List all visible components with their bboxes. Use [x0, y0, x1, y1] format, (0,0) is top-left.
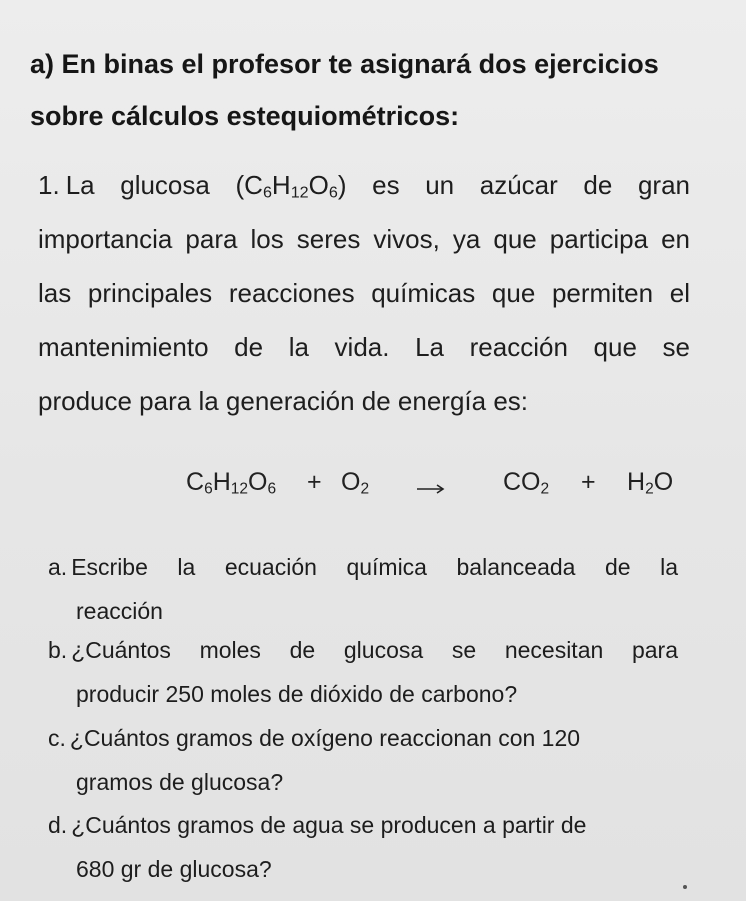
question-line: producir 250 moles de dióxido de carbono?	[76, 681, 518, 707]
question-line	[48, 545, 678, 589]
question-line: reacción	[76, 598, 163, 624]
subscript: 6	[267, 480, 277, 498]
problem-line-4: mantenimiento de la vida. La reacción que se	[38, 332, 690, 362]
heading-line-2: sobre cálculos estequiométricos:	[30, 101, 460, 131]
question-line	[48, 716, 678, 760]
subscript: 6	[328, 183, 338, 202]
question-letter: d.	[48, 812, 68, 838]
question-letter: a.	[48, 554, 68, 580]
carbon-dioxide-formula	[503, 468, 549, 497]
question-line	[48, 628, 678, 672]
question-item	[48, 628, 678, 716]
element-symbol: CO	[503, 468, 541, 496]
plus-sign: +	[581, 468, 596, 496]
subscript: 12	[290, 183, 309, 202]
subscript: 2	[360, 480, 370, 498]
problem-statement	[38, 158, 690, 428]
element-symbol: C	[186, 468, 205, 496]
question-text: ¿Cuántos gramos de agua se producen a partir de	[71, 812, 587, 838]
question-item	[48, 545, 678, 628]
subscript: 6	[262, 183, 272, 202]
subscript: 2	[540, 480, 550, 498]
problem-text-segment: O	[308, 170, 329, 200]
question-line: gramos de glucosa?	[76, 769, 284, 795]
glucose-formula	[186, 468, 276, 497]
question-item	[48, 803, 678, 891]
question-letter: c.	[48, 725, 66, 751]
heading-line-1: a) En binas el profesor te asignará dos ejercicios	[30, 49, 659, 79]
problem-line-3: las principales reacciones químicas que permiten el	[38, 278, 690, 308]
problem-line-2: importancia para los seres vivos, ya que participa en	[38, 224, 690, 254]
question-letter: b.	[48, 637, 68, 663]
ink-dot	[683, 885, 687, 889]
problem-text-segment: ) es un azúcar de gran	[337, 170, 691, 200]
problem-text-segment: H	[271, 170, 291, 200]
question-text: ¿Cuántos gramos de oxígeno reaccionan con 120	[69, 725, 581, 751]
element-symbol: O	[248, 468, 268, 496]
problem-line-1	[38, 158, 690, 212]
element-symbol: O	[653, 468, 674, 496]
oxygen-formula	[341, 468, 369, 497]
chemical-equation	[0, 468, 746, 508]
question-line: 680 gr de glucosa?	[76, 856, 272, 882]
element-symbol: O	[341, 468, 361, 496]
problem-number: 1.	[38, 170, 60, 200]
subscript: 6	[204, 480, 213, 498]
question-line	[48, 803, 678, 847]
problem-line-5: produce para la generación de energía es:	[38, 386, 529, 416]
question-text: ¿Cuántos moles de glucosa se necesitan para	[71, 637, 678, 663]
element-symbol: H	[627, 468, 646, 496]
question-item	[48, 716, 678, 803]
subscript: 2	[645, 480, 654, 498]
water-formula	[627, 468, 673, 497]
element-symbol: H	[212, 468, 231, 496]
plus-sign: +	[307, 468, 322, 496]
subscript: 12	[230, 480, 248, 498]
question-text: Escribe la ecuación química balanceada de la	[71, 554, 678, 580]
exercise-heading	[30, 38, 720, 142]
question-list	[48, 545, 678, 891]
reaction-arrow-icon	[416, 482, 446, 496]
problem-text-segment: La glucosa (C	[65, 170, 263, 200]
